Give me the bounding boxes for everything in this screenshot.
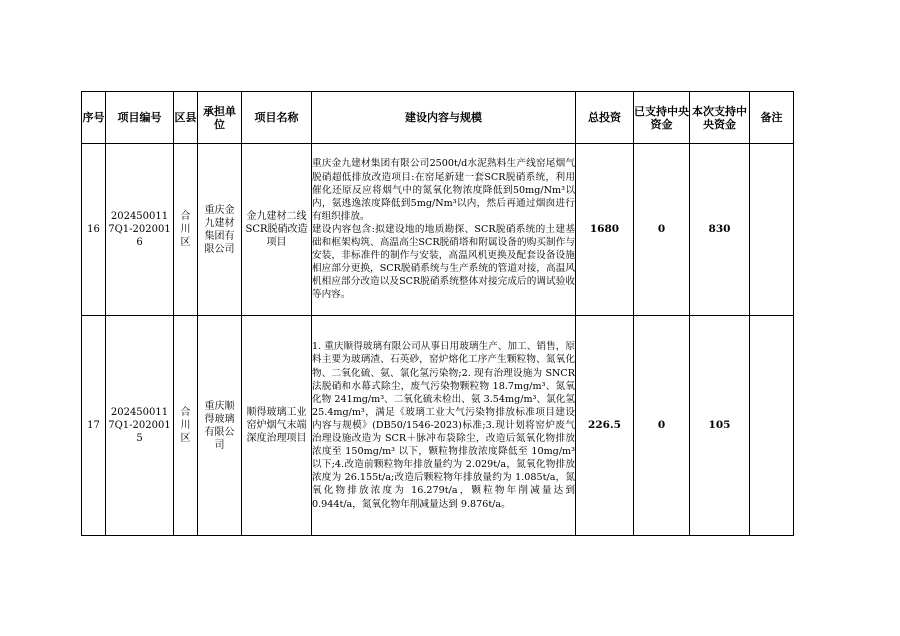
cell-seq: 17: [82, 316, 106, 536]
cell-unit: 重庆顺得玻璃有限公司: [198, 316, 242, 536]
header-district: 区县: [174, 92, 198, 144]
cell-content: [312, 144, 576, 316]
cell-code: 2024500117Q1-2020015: [106, 316, 174, 536]
cell-remark: [750, 316, 794, 536]
cell-code: 2024500117Q1-2020016: [106, 144, 174, 316]
cell-content: [312, 316, 576, 536]
cell-supported: 0: [634, 316, 690, 536]
header-code: 项目编号: [106, 92, 174, 144]
header-total: 总投资: [576, 92, 634, 144]
content-paragraph: 1. 重庆顺得玻璃有限公司从事日用玻璃生产、加工、销售，原料主要为玻璃渣、石英砂，窑炉熔化工序产生颗粒物、氮氧化物、二氧化硫、氨、氯化氢污染物;2. 现有治理设施为 SNCR 法脱硝和水幕式除尘，废气污染物颗粒物 18.7mg/m³、氮氧化物 241mg/m³、二氧化硫未检出、氨 3.54mg/m³、氯化氢 25.4mg/m³，满足《玻璃工业大气污染物排放标准项目建设内容与规模》(DB50/1546-2023)标准;3.现计划将窑炉废气治理设施改造为 SCR＋脉冲布袋除尘，改造后氮氧化物排放浓度至 150mg/m³ 以下，颗粒物排放浓度降低至 10mg/m³ 以下;4.改造前颗粒物年排放量约为 2.029t/a，氮氧化物排放浓度为 26.155t/a;改造后颗粒物年排放量约为 1.085t/a，氮氧化物排放浓度为 16.279t/a，颗粒物年削减量达到 0.944t/a，氮氧化物年削减量达到 9.876t/a。: [312, 341, 575, 510]
cell-name: 金九建材二线SCR脱硝改造项目: [242, 144, 312, 316]
content-paragraph: 建设内容包含:拟建设地的地质勘探、SCR脱硝系统的土建基础和框架构筑、高温高尘SCR脱硝塔和附属设备的购买制作与安装，非标准件的制作与安装，高温风机更换及配套设备设施相应部分更换，SCR脱硝系统与生产系统的管道对接，高温风机相应部分改造以及SCR脱硝系统整体对接完成后的调试验收等内容。: [312, 223, 575, 301]
content-paragraph: 重庆金九建材集团有限公司2500t/d水泥熟料生产线窑尾烟气脱硝超低排放改造项目:在窑尾新建一套SCR脱硝系统，利用催化还原反应将烟气中的氮氧化物浓度降低到50mg/Nm³以内，氨逃逸浓度降低到5mg/Nm³以内，然后再通过烟囱进行有组织排放。: [312, 158, 575, 222]
cell-total: 226.5: [576, 316, 634, 536]
cell-district: 合川区: [174, 144, 198, 316]
cell-total: 1680: [576, 144, 634, 316]
cell-remark: [750, 144, 794, 316]
header-remark: 备注: [750, 92, 794, 144]
cell-current: 830: [690, 144, 750, 316]
table-header-row: [82, 92, 794, 144]
cell-unit: 重庆金九建材集团有限公司: [198, 144, 242, 316]
cell-current: 105: [690, 316, 750, 536]
cell-district: 合川区: [174, 316, 198, 536]
header-supported: 已支持中央资金: [634, 92, 690, 144]
header-content: 建设内容与规模: [312, 92, 576, 144]
header-seq: 序号: [82, 92, 106, 144]
table-row: [82, 316, 794, 536]
cell-seq: 16: [82, 144, 106, 316]
cell-supported: 0: [634, 144, 690, 316]
cell-name: 顺得玻璃工业窑炉烟气末端深度治理项目: [242, 316, 312, 536]
header-unit: 承担单位: [198, 92, 242, 144]
header-current: 本次支持中央资金: [690, 92, 750, 144]
header-name: 项目名称: [242, 92, 312, 144]
project-table: [81, 91, 794, 536]
table-row: [82, 144, 794, 316]
